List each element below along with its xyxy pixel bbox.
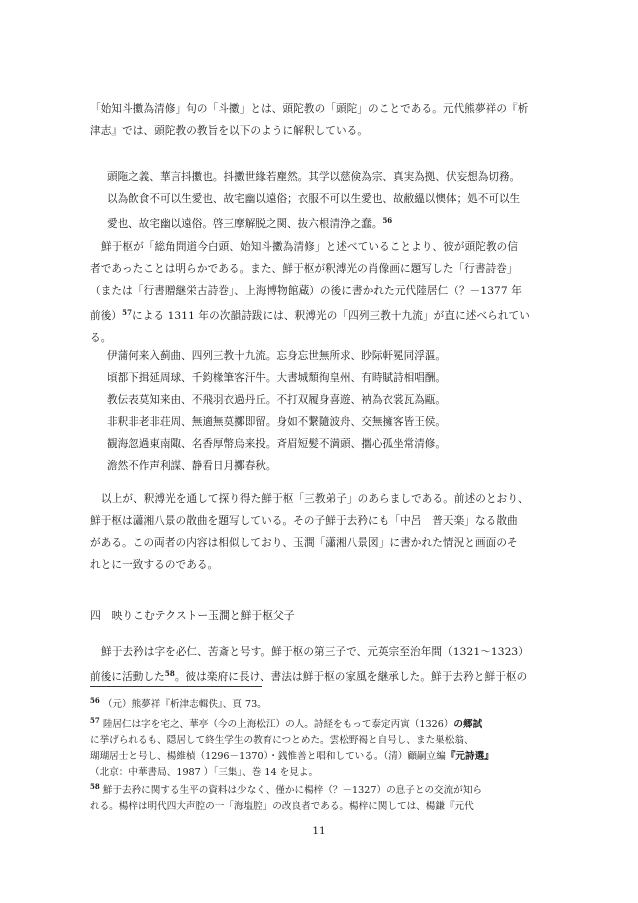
- footnote-line: [90, 749, 552, 765]
- text-line: 鮮于枢が「総角問道今白頭、始知斗擻為清修」と述べていることより、彼が頭陀教の信: [101, 241, 519, 253]
- footnote-number: 57: [90, 716, 100, 725]
- footnote-ref-57[interactable]: 57: [122, 308, 133, 317]
- footnote-57: [90, 713, 552, 781]
- footnote-divider: [90, 686, 262, 687]
- text-line: れとに一致するのである。: [90, 559, 219, 571]
- page-number: 11: [312, 825, 326, 837]
- footnote-line: （北京：中華書局、1987 ）「三集」、巻 14 を見よ。: [90, 767, 319, 778]
- footnote-56: [90, 693, 552, 713]
- quote-toudajiao: [107, 166, 552, 235]
- footnote-text: 鮮于去矜に関する生平の資料は少なく、僅かに楊梓（？－1327）の息子との交流が知ら: [102, 785, 483, 796]
- footnote-line: [90, 779, 552, 799]
- text-line: 「始知斗擻為清修」句の「斗擻」とは、頭陀教の「頭陀」のことである。元代熊夢祥の『析: [90, 103, 529, 115]
- paragraph-summary: [90, 488, 550, 576]
- poem-line: 観海忽過東南陬、名香厚幣烏来投。斉眉短髪不満頭、攜心孤坐常清修。: [107, 438, 446, 450]
- text-line: 者であったことは明らかである。また、鮮于枢が釈溥光の肖像画に題写した「行書詩巻」: [90, 263, 518, 275]
- footnote-ref-56[interactable]: 56: [382, 216, 393, 225]
- text-segment: 前後）: [90, 310, 123, 322]
- quote-line: 頭陁之義、華言抖擻也。抖擻世緣若塵然。其学以慈倹為宗、真実為拠、伏妄想為切務。: [107, 171, 521, 183]
- footnote-bold: 『元詩選』: [445, 751, 494, 762]
- poem-line: 頃都下揖延周球、千鈞椽筆客汗牛。大書城頽徇皇州、有時賦詩相唱酬。: [107, 372, 446, 384]
- quote-line-last: [107, 210, 552, 235]
- footnote-number: 56: [90, 696, 100, 705]
- text-segment: 。彼は楽府に長け、書法は鮮于枢の家風を継承した。鮮于去矜と鮮于枢の: [174, 671, 528, 683]
- section-heading: 四 映りこむテクストー玉澗と鮮于枢父子: [90, 609, 295, 622]
- footnote-text: （元）熊夢祥『析津志輯佚』、頁 73。: [102, 699, 267, 710]
- text-line: [90, 663, 550, 688]
- poem-line: 澹然不作声利謀、静看日月擲春秋。: [107, 460, 277, 472]
- text-segment: 前後に活動した: [90, 671, 165, 683]
- quote-line: 以為飲食不可以生愛也、故宅幽以遠俗；衣服不可以生愛也、故敝縕以懊体；処不可以生: [107, 193, 521, 205]
- text-line: （または「行書贈継栄古詩巻」、上海博物館蔵）の後に書かれた元代陸居仁（？－1377 年: [90, 285, 522, 297]
- poem-line: 伊蒲何来入蓟曲、四列三教十九流。忘身忘世無所求、眇际軒冕同浮漚。: [107, 350, 446, 362]
- quote-poem: [107, 345, 552, 477]
- paragraph-xianyushu: [90, 236, 550, 349]
- footnote-number: 58: [90, 782, 100, 791]
- footnote-ref-58[interactable]: 58: [164, 669, 175, 678]
- poem-line: 非釈非老非荘周、無適無莫擲即留。身如不繋隨波舟、交無擁客皆王侯。: [107, 416, 446, 428]
- text-line: 津志』では、頭陀教の教旨を以下のように解釈している。: [90, 125, 369, 137]
- footnote-line: に挙げられるも、隠居して終生学生の教育につとめた。雲松野褐と自号し、また巣松翁、: [90, 735, 474, 746]
- paragraph-xianyuqujin: [90, 641, 550, 688]
- footnote-line: [90, 713, 552, 733]
- text-line: がある。この両者の内容は相似しており、玉澗「瀟湘八景図」に書かれた情況と画面のそ: [90, 537, 518, 549]
- text-line: 鮮于去矜は字を必仁、苦斎と号す。鮮于枢の第三子で、元英宗至治年間（1321～1323）: [101, 646, 529, 658]
- footnote-line: れる。楊梓は明代四大声腔の一「海塩腔」の改良者である。楊梓に関しては、楊鎌『元代: [90, 801, 474, 812]
- footnote-58: [90, 779, 552, 815]
- quote-line-text: 愛也、故宅幽以遠俗。啓三摩解脱之関、抜六根清浄之蠢。: [107, 218, 383, 230]
- footnote-bold: の郷試: [453, 719, 483, 730]
- poem-line: 教伝表莫知来由、不飛羽衣過丹丘。不打双履身喜遊、衲為衣裳瓦為甌。: [107, 394, 446, 406]
- footnote-text: 瑚瑚居士と号し、楊維楨（1296－1370）・銭惟善と唱和している。（清）顧嗣立編: [90, 751, 446, 762]
- text-line: る。: [90, 332, 112, 344]
- footnote-line: [90, 693, 552, 713]
- text-line: 鮮于枢は瀟湘八景の散曲を題写している。その子鮮于去矜にも「中呂 普天楽」なる散曲: [90, 515, 518, 527]
- text-segment: による 1311 年の次韻詩跋には、釈溥光の「四列三教十九流」が直に述べられてい: [132, 310, 530, 322]
- paragraph-intro: [90, 98, 550, 142]
- text-line: [90, 302, 550, 327]
- text-line: 以上が、釈溥光を通して探り得た鮮于枢「三教弟子」のあらましである。前述のとおり、: [101, 493, 529, 505]
- footnote-text: 陸居仁は字を宅之、華亭（今の上海松江）の人。詩経をもって泰定丙寅（1326）: [102, 719, 454, 730]
